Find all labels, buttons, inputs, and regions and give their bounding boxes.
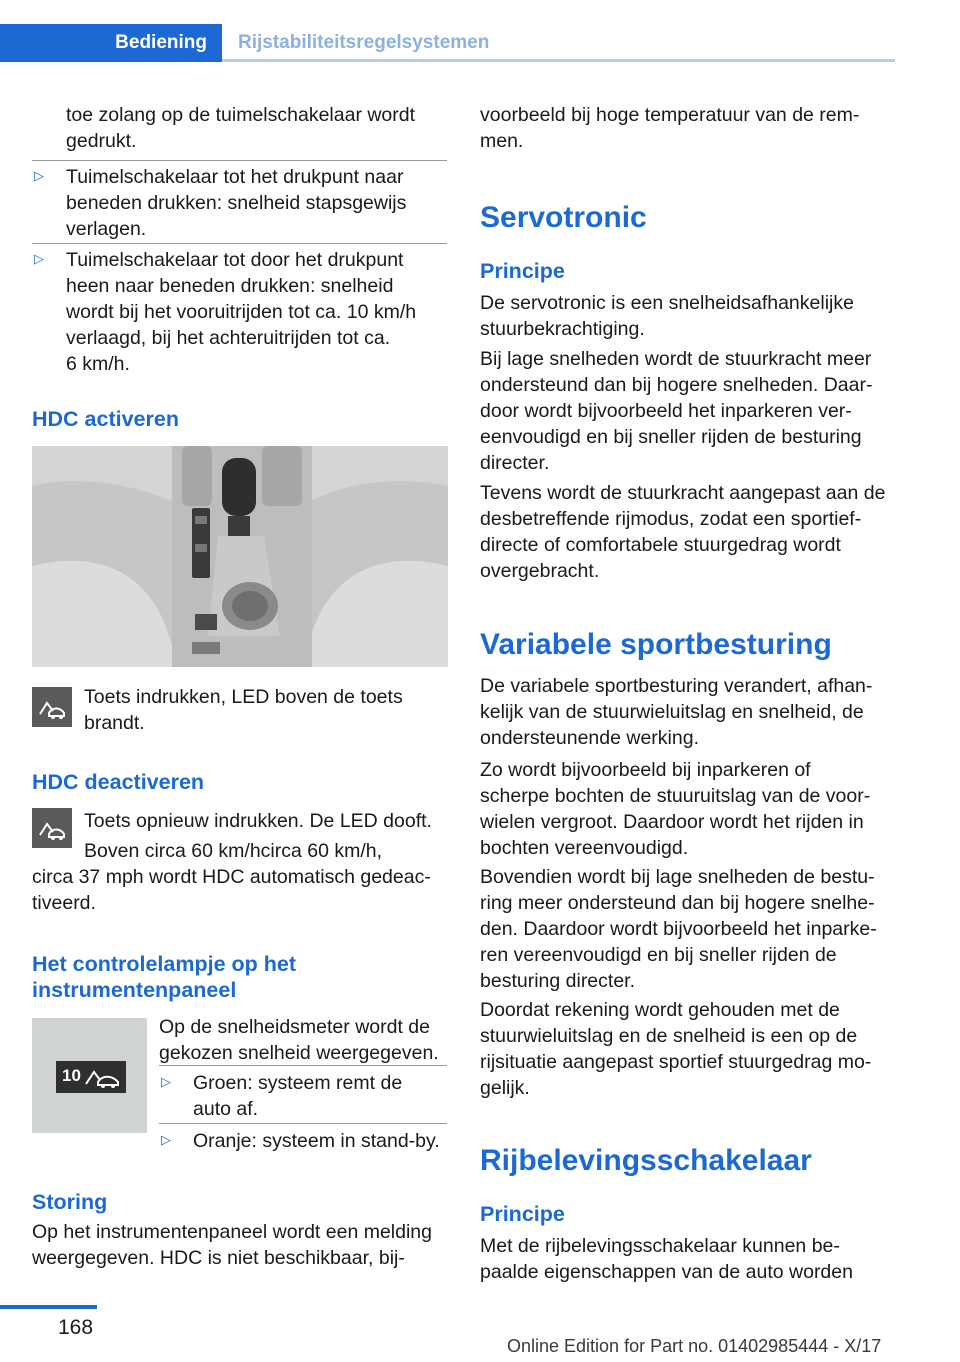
controlelampje-heading-line-2: instrumentenpaneel <box>32 978 237 1002</box>
page-header <box>0 24 895 62</box>
variabele-sportbesturing-heading: Variabele sportbesturing <box>480 628 832 661</box>
lamp-bullet-1-line-1: Groen: systeem remt de <box>193 1072 403 1094</box>
bullet-2-line-5: 6 km/h. <box>66 353 130 375</box>
hdc-off-text-line-3: circa 37 mph wordt HDC automatisch gedeac‐ <box>32 866 431 888</box>
bullet-2-line-3: wordt bij het vooruitrijden tot ca. 10 km/h <box>66 301 417 323</box>
hdc-off-text-line-1: Toets opnieuw indrukken. De LED dooft. <box>84 810 432 832</box>
page-number-bar <box>0 1305 97 1309</box>
triangle-bullet-icon: ▷ <box>34 251 44 266</box>
rijb-p1-line: Met de rijbelevingsschakelaar kunnen be‐ <box>480 1235 840 1257</box>
servo-p3-line: directe of comfortabele stuurgedrag wordt <box>480 534 841 556</box>
edition-footer: Online Edition for Part no. 01402985444 - X/17 <box>507 1336 882 1356</box>
divider <box>159 1123 447 1124</box>
bullet-1-line-3: verlagen. <box>66 218 147 240</box>
var-p4-line: rijsituatie aangepast sportief stuurgedrag mo‐ <box>480 1051 872 1073</box>
hdc-button-icon <box>32 687 72 727</box>
var-p2-line: wielen vergroot. Daardoor wordt het rijden in <box>480 811 864 833</box>
indicator-lamp-image <box>32 1018 147 1133</box>
continuation-line-1: voorbeeld bij hoge temperatuur van de rem‐ <box>480 104 860 126</box>
continuation-line-2: men. <box>480 130 524 152</box>
divider <box>32 160 447 161</box>
hdc-off-text-line-4: tiveerd. <box>32 892 96 914</box>
servo-p3-line: overgebracht. <box>480 560 600 582</box>
storing-line-2: weergegeven. HDC is niet beschikbaar, bij‐ <box>32 1247 405 1269</box>
divider <box>32 243 447 244</box>
servo-p2-line: eenvoudigd en bij sneller rijden de besturing <box>480 426 862 448</box>
storing-heading: Storing <box>32 1190 108 1214</box>
var-p3-line: ren vereenvoudigd en bij sneller rijden de <box>480 944 837 966</box>
servo-p2-line: ondersteund dan bij hogere snelheden. Daar‐ <box>480 374 873 396</box>
bullet-1-line-1: Tuimelschakelaar tot het drukpunt naar <box>66 166 404 188</box>
bullet-2-line-1: Tuimelschakelaar tot door het drukpunt <box>66 249 404 271</box>
triangle-bullet-icon: ▷ <box>161 1074 171 1089</box>
servo-p1-line: stuurbekrachtiging. <box>480 318 645 340</box>
var-p3-line: Bovendien wordt bij lage snelheden de bestu‐ <box>480 866 875 888</box>
var-p3-line: den. Daardoor wordt bijvoorbeeld het inparke‐ <box>480 918 877 940</box>
intro-line-2: gedrukt. <box>66 130 137 152</box>
triangle-bullet-icon: ▷ <box>161 1132 171 1147</box>
lamp-bullet-2-line-1: Oranje: systeem in stand-by. <box>193 1130 440 1152</box>
bullet-2-line-4: verlaagd, bij het achteruitrijden tot ca. <box>66 327 391 349</box>
servo-p3-line: desbetreffende rijmodus, zodat een sportief- <box>480 508 862 530</box>
servotronic-heading: Servotronic <box>480 201 647 234</box>
var-p3-line: besturing directer. <box>480 970 636 992</box>
triangle-bullet-icon: ▷ <box>34 168 44 183</box>
servo-p2-line: Bij lage snelheden wordt de stuurkracht meer <box>480 348 872 370</box>
var-p4-line: stuurwieluitslag en de snelheid is een op de <box>480 1025 858 1047</box>
servotronic-principe-heading: Principe <box>480 259 565 283</box>
servo-p1-line: De servotronic is een snelheidsafhankelijke <box>480 292 854 314</box>
chapter-tab-bediening[interactable]: Bediening <box>0 24 222 62</box>
divider <box>159 1065 447 1066</box>
bullet-2-line-2: heen naar beneden drukken: snelheid <box>66 275 394 297</box>
var-p1-line: De variabele sportbesturing verandert, afhan‐ <box>480 675 873 697</box>
hdc-on-text-line-1: Toets indrukken, LED boven de toets <box>84 686 403 708</box>
servo-p2-line: door wordt bijvoorbeeld het inparkeren ver‐ <box>480 400 852 422</box>
lamp-bullet-1-line-2: auto af. <box>193 1098 259 1120</box>
hdc-on-text-line-2: brandt. <box>84 712 145 734</box>
rijb-p1-line: paalde eigenschappen van de auto worden <box>480 1261 853 1283</box>
hdc-activeren-heading: HDC activeren <box>32 407 179 431</box>
hdc-indicator-icon <box>84 1064 122 1090</box>
var-p2-line: scherpe bochten de stuuruitslag van de voor‐ <box>480 785 871 807</box>
hdc-deactiveren-heading: HDC deactiveren <box>32 770 205 794</box>
var-p4-line: gelijk. <box>480 1077 530 1099</box>
header-rule <box>222 59 895 62</box>
lamp-text-line-1: Op de snelheidsmeter wordt de <box>159 1016 430 1038</box>
controlelampje-heading-line-1: Het controlelampje op het <box>32 952 297 976</box>
section-tab-rijstabiliteit[interactable]: Rijstabiliteitsregelsystemen <box>238 32 490 53</box>
bullet-1-line-2: beneden drukken: snelheid stapsgewijs <box>66 192 407 214</box>
var-p3-line: ring meer ondersteund dan bij hogere snelhe‐ <box>480 892 875 914</box>
set-speed-number: 10 <box>62 1066 81 1085</box>
var-p2-line: bochten vereenvoudigd. <box>480 837 689 859</box>
servo-p3-line: Tevens wordt de stuurkracht aangepast aan de <box>480 482 886 504</box>
hdc-off-text-line-2: Boven circa 60 km/hcirca 60 km/h, <box>84 840 383 862</box>
rijbeleving-principe-heading: Principe <box>480 1202 565 1226</box>
servo-p2-line: directer. <box>480 452 550 474</box>
rijbelevingsschakelaar-heading: Rijbelevingsschakelaar <box>480 1144 812 1177</box>
storing-line-1: Op het instrumentenpaneel wordt een melding <box>32 1221 432 1243</box>
center-console-photo <box>32 446 448 667</box>
intro-line-1: toe zolang op de tuimelschakelaar wordt <box>66 104 416 126</box>
var-p4-line: Doordat rekening wordt gehouden met de <box>480 999 840 1021</box>
page-number: 168 <box>58 1316 94 1339</box>
lamp-text-line-2: gekozen snelheid weergegeven. <box>159 1042 439 1064</box>
var-p1-line: kelijk van de stuurwieluitslag en snelheid, de <box>480 701 864 723</box>
var-p2-line: Zo wordt bijvoorbeeld bij inparkeren of <box>480 759 811 781</box>
var-p1-line: ondersteunende werking. <box>480 727 699 749</box>
hdc-button-icon <box>32 808 72 848</box>
